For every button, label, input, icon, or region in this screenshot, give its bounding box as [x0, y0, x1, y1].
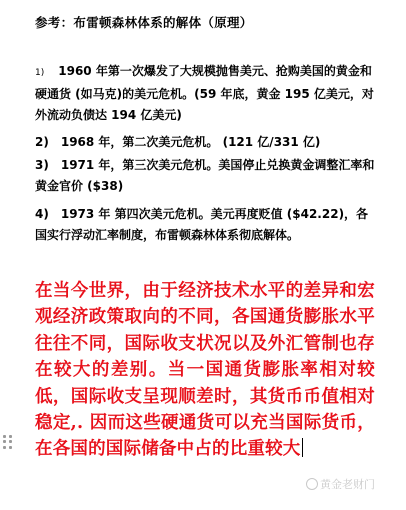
paragraph-text: 在当今世界，由于经济技术水平的差异和宏观经济政策取向的不同，各国通货膨胀水平往往不同，国际收支状况以及外汇管制也存在较大的差别。当一国通货膨胀率相对较低，国际收支呈现顺差时，其货币币值相对稳定,. 因而这些硬通货可以充当国际货币，在各国的国际储备中占的比重较大 — [35, 281, 375, 460]
list-number: 2) — [35, 135, 49, 149]
logo-icon — [306, 478, 318, 490]
list-number: 4) — [35, 207, 49, 221]
highlighted-paragraph[interactable] — [35, 278, 375, 463]
list-item — [35, 204, 380, 246]
list-item-text: 1960 年第一次爆发了大规模抛售美元、抢购美国的黄金和硬通货 (如马克)的美元危机。(59 年底，黄金 195 亿美元，对外流动负债达 194 亿美元) — [35, 64, 374, 122]
list-item — [35, 155, 380, 197]
list-number: 3) — [35, 158, 49, 172]
text-cursor — [302, 438, 304, 457]
watermark — [306, 476, 375, 492]
watermark-text: 黄金老财门 — [320, 478, 375, 491]
list-item — [35, 132, 380, 153]
list-item-text: 1973 年 第四次美元危机。美元再度贬值 ($42.22)，各国实行浮动汇率制度，布雷顿森林体系彻底解体。 — [35, 207, 369, 242]
list-item-text: 1971 年，第三次美元危机。美国停止兑换黄金调整汇率和黄金官价 ($38) — [35, 158, 375, 193]
list-item — [35, 61, 380, 126]
list-number: 1) — [35, 68, 45, 78]
drag-handle-icon[interactable] — [3, 435, 13, 449]
page-title: 参考：布雷顿森林体系的解体（原理） — [35, 15, 253, 30]
list-item-text: 1968 年，第二次美元危机。 (121 亿/331 亿) — [60, 135, 321, 149]
